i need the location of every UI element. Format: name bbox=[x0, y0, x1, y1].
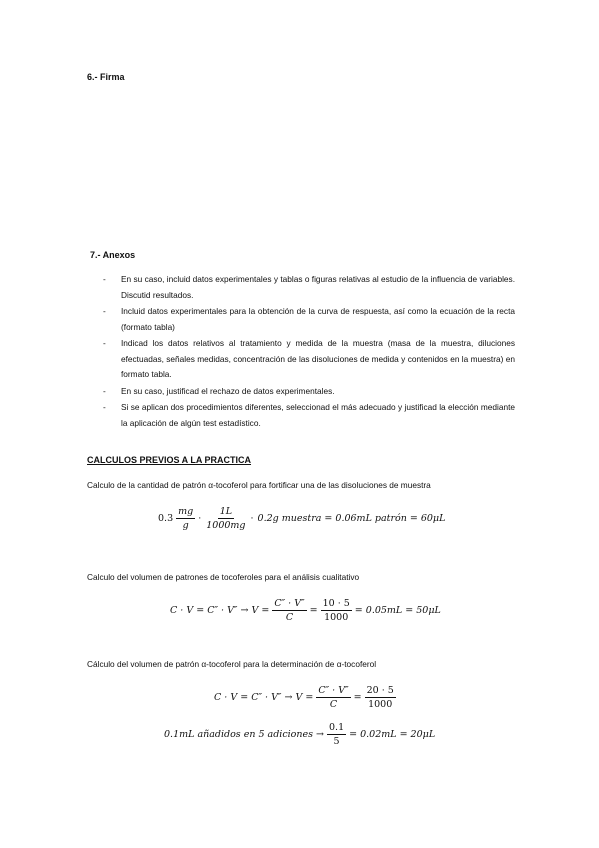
bullet-dash: - bbox=[103, 402, 106, 412]
eq3-f2-num: 20 · 5 bbox=[366, 684, 394, 696]
eq2-lhs: C · V = C″ · V″ → V = bbox=[170, 604, 270, 616]
equation-2 bbox=[170, 592, 441, 628]
eq2-f1-den: C bbox=[285, 611, 294, 623]
list-item-text: Si se aplican dos procedimientos diferentes, seleccionad el más adecuado y justificad la elección mediante la aplicación de algún test estadístico. bbox=[121, 402, 515, 428]
eq3-lhs: C · V = C″ · V″ → V = bbox=[214, 691, 314, 703]
list-item-text: Incluid datos experimentales para la obtención de la curva de respuesta, así como la ecuación de la recta (formato tabla) bbox=[121, 306, 515, 332]
eq4-rest: = 0.02mL = 20μL bbox=[349, 728, 436, 740]
section-title-firma: 6.- Firma bbox=[87, 72, 125, 82]
eq3-fraction-values bbox=[365, 685, 396, 710]
list-item bbox=[103, 304, 515, 335]
list-item-text: En su caso, justificad el rechazo de datos experimentales. bbox=[121, 385, 335, 396]
eq2-f2-num: 10 · 5 bbox=[322, 597, 350, 609]
eq4-f-num: 0.1 bbox=[329, 721, 345, 733]
list-item bbox=[103, 272, 515, 303]
bullet-dash: - bbox=[103, 306, 106, 316]
eq2-f2-den: 1000 bbox=[324, 611, 349, 623]
bullet-dash: - bbox=[103, 274, 106, 284]
eq1-fraction-l-mg bbox=[204, 506, 247, 531]
eq1-f1-den: g bbox=[182, 519, 189, 531]
eq1-rest: 0.2g muestra = 0.06mL patrón = 60μL bbox=[257, 512, 446, 524]
list-item bbox=[103, 400, 515, 431]
section-title-anexos: 7.- Anexos bbox=[90, 250, 136, 260]
equation-1 bbox=[158, 500, 445, 536]
eq3-f1-den: C bbox=[329, 698, 338, 710]
paragraph-calculo-3: Cálculo del volumen de patrón α-tocoferol para la determinación de α-tocoferol bbox=[87, 659, 377, 669]
list-item-text: En su caso, incluid datos experimentales y tablas o figuras relativas al estudio de la influencia de variables. Discutid resultados. bbox=[121, 274, 515, 300]
eq1-fraction-mg-g bbox=[176, 506, 195, 531]
paragraph-calculo-2: Calculo del volumen de patrones de tocoferoles para el análisis cualitativo bbox=[87, 572, 360, 582]
eq3-f1-num: C″ · V″ bbox=[318, 684, 349, 696]
list-item bbox=[103, 384, 515, 400]
paragraph-calculo-1: Calculo de la cantidad de patrón α-tocoferol para fortificar una de las disoluciones de muestra bbox=[87, 480, 431, 490]
eq1-dot-2: · bbox=[250, 512, 254, 524]
eq2-fraction-values bbox=[321, 598, 352, 623]
eq1-f2-den: 1000mg bbox=[206, 519, 246, 531]
equation-4 bbox=[164, 716, 435, 752]
eq3-eq: = bbox=[353, 691, 362, 703]
eq4-fraction bbox=[327, 722, 346, 747]
bullet-dash: - bbox=[103, 385, 106, 396]
eq2-fraction-c-v bbox=[272, 598, 306, 623]
eq1-f1-num: mg bbox=[178, 505, 194, 517]
eq1-dot: · bbox=[198, 512, 202, 524]
eq2-eq: = bbox=[309, 604, 318, 616]
eq1-coef: 0.3 bbox=[158, 512, 174, 524]
eq4-f-den: 5 bbox=[333, 735, 340, 747]
section-title-calculos: CALCULOS PREVIOS A LA PRACTICA bbox=[87, 455, 252, 465]
list-item-text: Indicad los datos relativos al tratamiento y medida de la muestra (masa de la muestra, diluciones efectuadas, señales medidas, concentración de las disoluciones de medida y contenidos en la muestra) en formato tabla. bbox=[121, 338, 515, 379]
eq1-f2-num: 1L bbox=[219, 505, 233, 517]
list-item bbox=[103, 336, 515, 383]
bullet-dash: - bbox=[103, 338, 106, 348]
eq3-f2-den: 1000 bbox=[368, 698, 393, 710]
eq3-fraction-c-v bbox=[316, 685, 350, 710]
eq2-f1-num: C″ · V″ bbox=[274, 597, 305, 609]
eq2-rest: = 0.05mL = 50μL bbox=[354, 604, 441, 616]
anexos-list bbox=[103, 272, 515, 432]
eq4-lhs: 0.1mL añadidos en 5 adiciones → bbox=[164, 728, 324, 740]
equation-3 bbox=[214, 679, 399, 715]
